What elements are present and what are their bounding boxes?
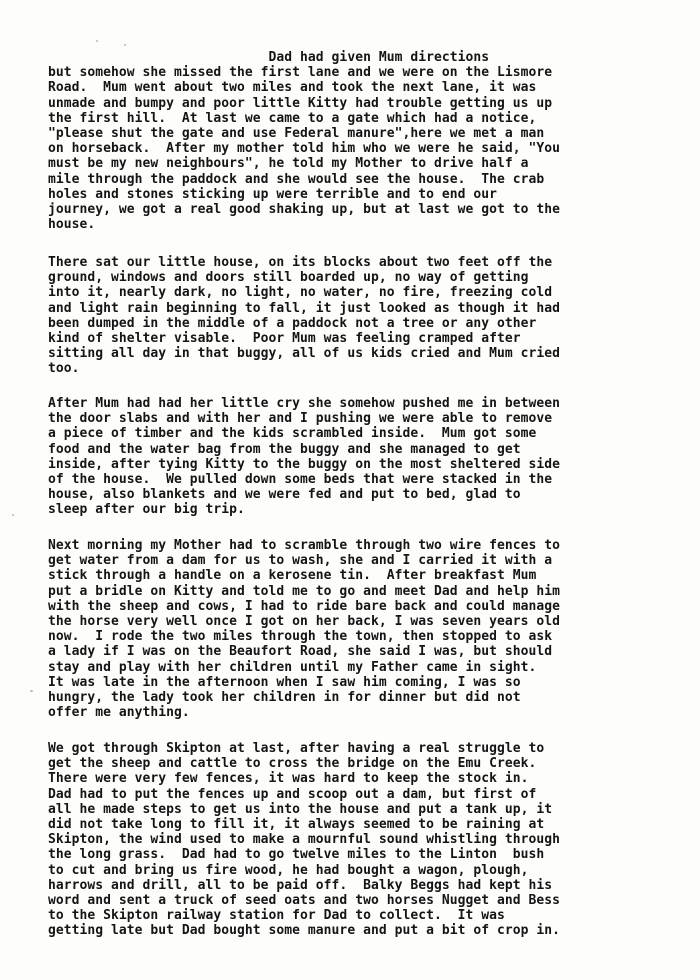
- paragraph-little-house: There sat our little house, on its blocks about two feet off the ground, windows and doors still boarded up, no way of getting into it, nearly dark, no light, no water, no fire, freezing cold and light rain beginning to fall, it just looked as though it had been dumped in the middle of a paddock not a tree or any other kind of shelter visable. Poor Mum was feeling cramped after sitting all day in that buggy, all of us kids cried and Mum cried too.: [48, 255, 560, 377]
- paper-speck: [30, 690, 33, 692]
- paragraph-skipton: We got through Skipton at last, after having a real struggle to get the sheep and cattle to cross the bridge on the Emu Creek. There were very few fences, it was hard to keep the stock in. Dad had to put the fences up and scoop out a dam, but first of all he made steps to get us into the house and put a tank up, it did not take long to fill it, it always seemed to be raining at Skipton, the wind used to make a mournful sound whistling through the long grass. Dad had to go twelve miles to the Linton bush to cut and bring us fire wood, he had bought a wagon, plough, harrows and drill, all to be paid off. Balky Beggs had kept his word and sent a truck of seed oats and two horses Nugget and Bess to the Skipton railway station for Dad to collect. It was getting late but Dad bought some manure and put a bit of crop in.: [48, 741, 560, 939]
- paragraph-next-morning: Next morning my Mother had to scramble through two wire fences to get water from a dam for us to wash, she and I carried it with a stick through a handle on a kerosene tin. After breakfast Mum put a bridle on Kitty and told me to go and meet Dad and help him with the sheep and cows, I had to ride bare back and could manage the horse very well once I got on her back, I was seven years old now. I rode the two miles through the town, then stopped to ask a lady if I was on the Beaufort Road, she said I was, but should stay and play with her children until my Father came in sight. It was late in the afternoon when I saw him coming, I was so hungry, the lady took her children in for dinner but did not offer me anything.: [48, 538, 560, 721]
- paragraph-directions: Dad had given Mum directions but somehow she missed the first lane and we were on the Lismore Road. Mum went about two miles and took the next lane, it was unmade and bumpy and poor little Kitty had trouble getting us up the first hill. At last we came to a gate which had a notice, "please shut the gate and use Federal manure",here we met a man on horseback. After my mother told him who we were he said, "You must be my new neighbours", he told my Mother to drive half a mile through the paddock and she would see the house. The crab holes and stones sticking up were terrible and to end our journey, we got a real good shaking up, but at last we got to the house.: [48, 50, 560, 233]
- paper-speck: [96, 40, 98, 42]
- paper-speck: [124, 44, 126, 46]
- paper-speck: [12, 514, 14, 516]
- paragraph-getting-inside: After Mum had had her little cry she somehow pushed me in between the door slabs and with her and I pushing we were able to remove a piece of timber and the kids scrambled inside. Mum got some food and the water bag from the buggy and she managed to get inside, after tying Kitty to the buggy on the most sheltered side of the house. We pulled down some beds that were stacked in the house, also blankets and we were fed and put to bed, glad to sleep after our big trip.: [48, 396, 560, 518]
